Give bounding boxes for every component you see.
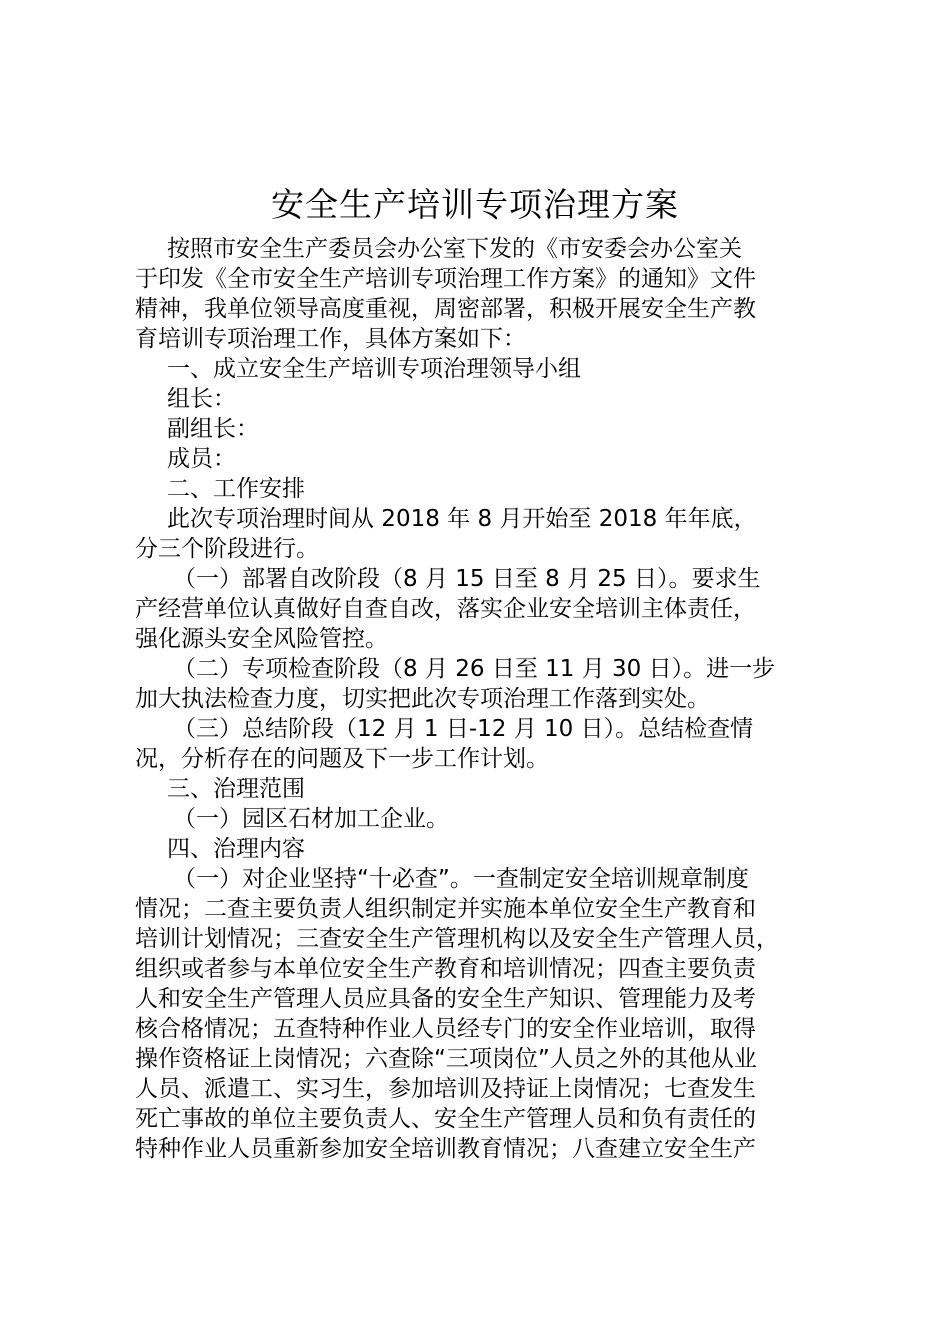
paragraph-line: 人和安全生产管理人员应具备的安全生产知识、管理能力及考 (135, 986, 756, 1012)
section-heading: 四、治理内容 (167, 836, 305, 862)
paragraph-line: 此次专项治理时间从 2018 年 8 月开始至 2018 年年底， (167, 506, 757, 532)
paragraph-line: （一）对企业坚持“十必查”。一查制定安全培训规章制度 (173, 866, 749, 892)
paragraph-line: 情况；二查主要负责人组织制定并实施本单位安全生产教育和 (135, 896, 756, 922)
paragraph-line: 精神，我单位领导高度重视，周密部署，积极开展安全生产教 (135, 296, 756, 322)
paragraph-line: 成员： (167, 446, 236, 472)
section-heading: 三、治理范围 (167, 776, 305, 802)
paragraph-line: 况，分析存在的问题及下一步工作计划。 (135, 746, 549, 772)
paragraph-line: 育培训专项治理工作，具体方案如下： (135, 326, 526, 352)
section-heading: 一、成立安全生产培训专项治理领导小组 (167, 356, 581, 382)
paragraph-line: 核合格情况；五查特种作业人员经专门的安全作业培训，取得 (135, 1016, 756, 1042)
paragraph-line: 培训计划情况；三查安全生产管理机构以及安全生产管理人员， (135, 926, 779, 952)
document-body (135, 234, 835, 1164)
paragraph-line: 操作资格证上岗情况；六查除“三项岗位”人员之外的其他从业 (135, 1046, 757, 1072)
paragraph-line: 组长： (167, 386, 236, 412)
section-heading: 二、工作安排 (167, 476, 305, 502)
paragraph-line: 特种作业人员重新参加安全培训教育情况；八查建立安全生产 (135, 1136, 756, 1162)
paragraph-line: 加大执法检查力度，切实把此次专项治理工作落到实处。 (135, 686, 710, 712)
paragraph-line: （一）部署自改阶段（8 月 15 日至 8 月 25 日）。要求生 (173, 566, 761, 592)
paragraph-line: （二）专项检查阶段（8 月 26 日至 11 月 30 日）。进一步 (173, 656, 776, 682)
paragraph-line: （一）园区石材加工企业。 (173, 806, 449, 832)
paragraph-line: 死亡事故的单位主要负责人、安全生产管理人员和负有责任的 (135, 1106, 756, 1132)
paragraph-line: 副组长： (167, 416, 259, 442)
document-title: 安全生产培训专项治理方案 (271, 185, 679, 224)
paragraph-line: 产经营单位认真做好自查自改，落实企业安全培训主体责任， (135, 596, 756, 622)
paragraph-line: 按照市安全生产委员会办公室下发的《市安委会办公室关 (167, 236, 742, 262)
paragraph-line: 强化源头安全风险管控。 (135, 626, 388, 652)
paragraph-line: 分三个阶段进行。 (135, 536, 319, 562)
paragraph-line: （三）总结阶段（12 月 1 日-12 月 10 日）。总结检查情 (173, 716, 754, 742)
paragraph-line: 于印发《全市安全生产培训专项治理工作方案》的通知》文件 (135, 266, 756, 292)
paragraph-line: 人员、派遣工、实习生，参加培训及持证上岗情况；七查发生 (135, 1076, 756, 1102)
paragraph-line: 组织或者参与本单位安全生产教育和培训情况；四查主要负责 (135, 956, 756, 982)
